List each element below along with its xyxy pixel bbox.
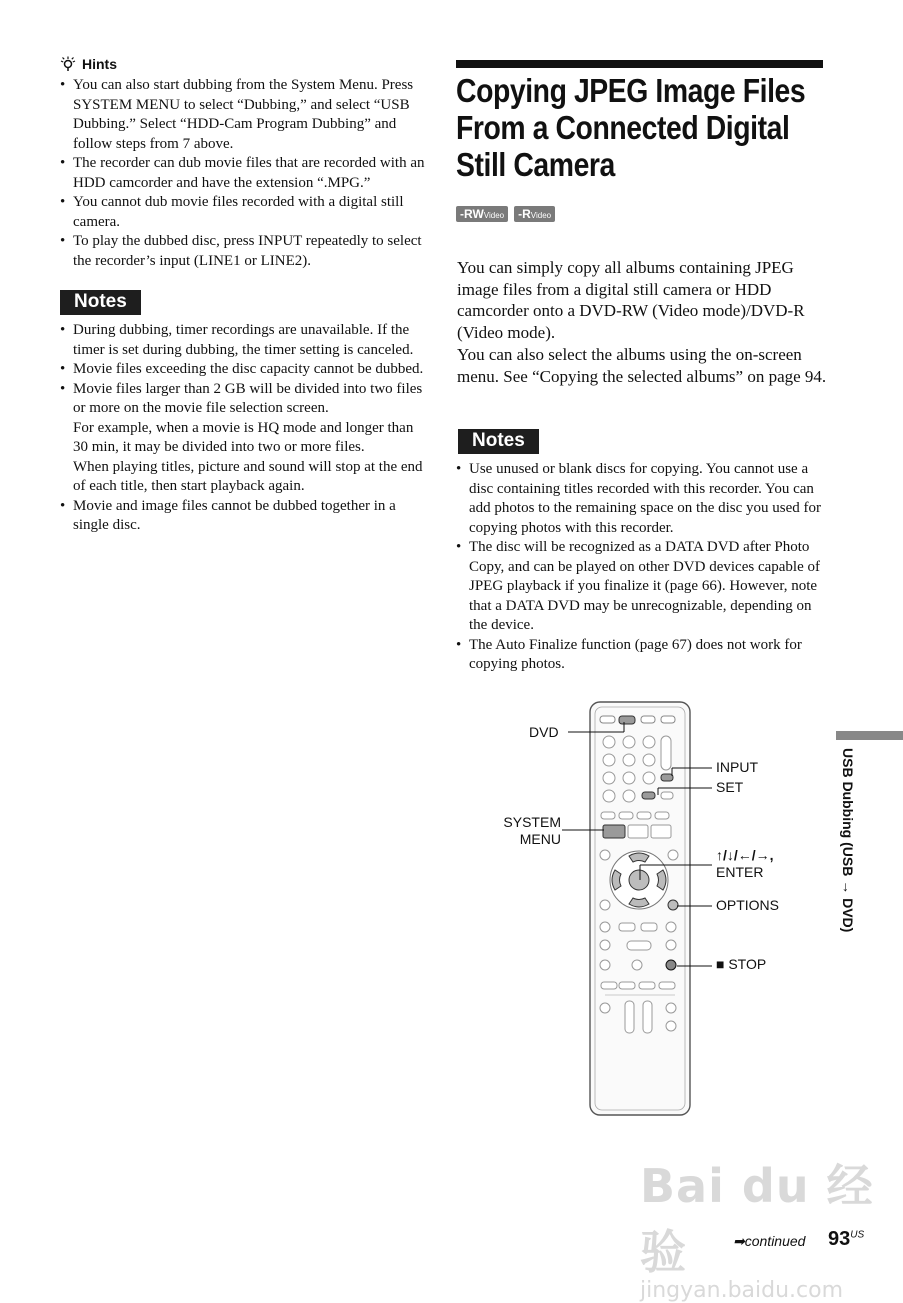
lightbulb-icon <box>60 56 76 72</box>
title-rule <box>456 60 823 68</box>
callout-arrows-enter <box>716 847 774 881</box>
list-item <box>60 380 428 497</box>
disc-badge-r <box>514 206 555 222</box>
page-suffix: US <box>850 1229 865 1241</box>
hints-heading <box>60 56 117 72</box>
list-item: • The Auto Finalize function (page 67) does not work for copying photos. <box>456 636 824 675</box>
list-item-text: For example, when a movie is HQ mode and longer than 30 min, it may be divided into two or more files. <box>73 419 414 455</box>
callout-text: MENU <box>519 831 561 847</box>
hints-title: Hints <box>82 56 117 72</box>
list-item: • The disc will be recognized as a DATA DVD after Photo Copy, and can be played on other DVD devices capable of JPEG playback if you finalize it (page 66). However, note that a DATA DVD may be unrecognizable, depending on the device. <box>456 538 824 636</box>
page-number-value: 93 <box>828 1228 851 1250</box>
badge-main: -RW <box>460 207 484 221</box>
list-item: • The recorder can dub movie files that are recorded with an HDD camcorder and have the extension “.MPG.” <box>60 154 428 193</box>
list-item: • To play the dubbed disc, press INPUT repeatedly to select the recorder’s input (LINE1 or LINE2). <box>60 232 428 271</box>
left-notes-heading: Notes <box>60 290 141 315</box>
callout-input: INPUT <box>716 759 758 775</box>
side-tab-text: USB Dubbing (USB → DVD) <box>840 748 856 933</box>
callout-text: SYSTEM <box>503 814 561 830</box>
badge-main: -R <box>518 207 531 221</box>
title-line: Still Camera <box>456 146 615 183</box>
callout-stop: ■ STOP <box>716 956 767 972</box>
intro-text <box>457 257 827 387</box>
side-tab-marker <box>836 731 903 740</box>
hints-list <box>60 76 428 271</box>
list-item: • You cannot dub movie files recorded with a digital still camera. <box>60 193 428 232</box>
callout-lines <box>560 720 720 980</box>
intro-paragraph: You can simply copy all albums containing JPEG image files from a digital still camera or HDD camcorder onto a DVD-RW (Video mode)/DVD-R (Video mode). <box>457 258 805 343</box>
list-item: • During dubbing, timer recordings are unavailable. If the timer is set during dubbing, the timer setting is canceled. <box>60 321 428 360</box>
list-item-text: Movie files larger than 2 GB will be divided into two files or more on the movie file selection screen. <box>73 380 423 416</box>
title-line: Copying JPEG Image Files <box>456 72 806 109</box>
watermark-brand: Bai du 经验 <box>640 1159 874 1279</box>
callout-system-menu <box>499 814 561 848</box>
intro-paragraph: You can also select the albums using the on-screen menu. See “Copying the selected albums” on page 94. <box>457 344 827 386</box>
badge-sub: Video <box>483 211 505 220</box>
callout-set: SET <box>716 779 744 795</box>
callout-options: OPTIONS <box>716 897 780 913</box>
disc-badges <box>456 206 555 222</box>
list-item: • Movie files exceeding the disc capacity cannot be dubbed. <box>60 360 428 380</box>
callout-dvd: DVD <box>529 724 559 740</box>
continued-label: ➡continued <box>733 1233 806 1249</box>
badge-sub: Video <box>530 211 552 220</box>
list-item: • You can also start dubbing from the System Menu. Press SYSTEM MENU to select “Dubbing,” and select “USB Dubbing.” Select “HDD-Cam Program Dubbing” and follow steps from 7 above. <box>60 76 428 154</box>
list-item: • Use unused or blank discs for copying. You cannot use a disc containing titles recorded with this recorder. You can add photos to the remaining space on the disc you used for copying photos with this recorder. <box>456 460 824 538</box>
disc-badge-rw <box>456 206 508 222</box>
right-notes-heading: Notes <box>458 429 539 454</box>
side-tab-label <box>838 748 858 948</box>
left-notes-list <box>60 321 428 536</box>
title-line: From a Connected Digital <box>456 109 790 146</box>
list-item-text: When playing titles, picture and sound will stop at the end of each title, then start playback again. <box>73 458 423 494</box>
watermark-url: jingyan.baidu.com <box>640 1278 844 1303</box>
callout-text: ↑/↓/←/→, <box>716 847 774 863</box>
right-notes-list <box>456 460 824 675</box>
page-title <box>456 72 834 183</box>
list-item: • Movie and image files cannot be dubbed together in a single disc. <box>60 497 428 536</box>
callout-text: ENTER <box>716 864 764 880</box>
page-number <box>828 1228 864 1251</box>
baidu-watermark <box>640 1150 903 1303</box>
